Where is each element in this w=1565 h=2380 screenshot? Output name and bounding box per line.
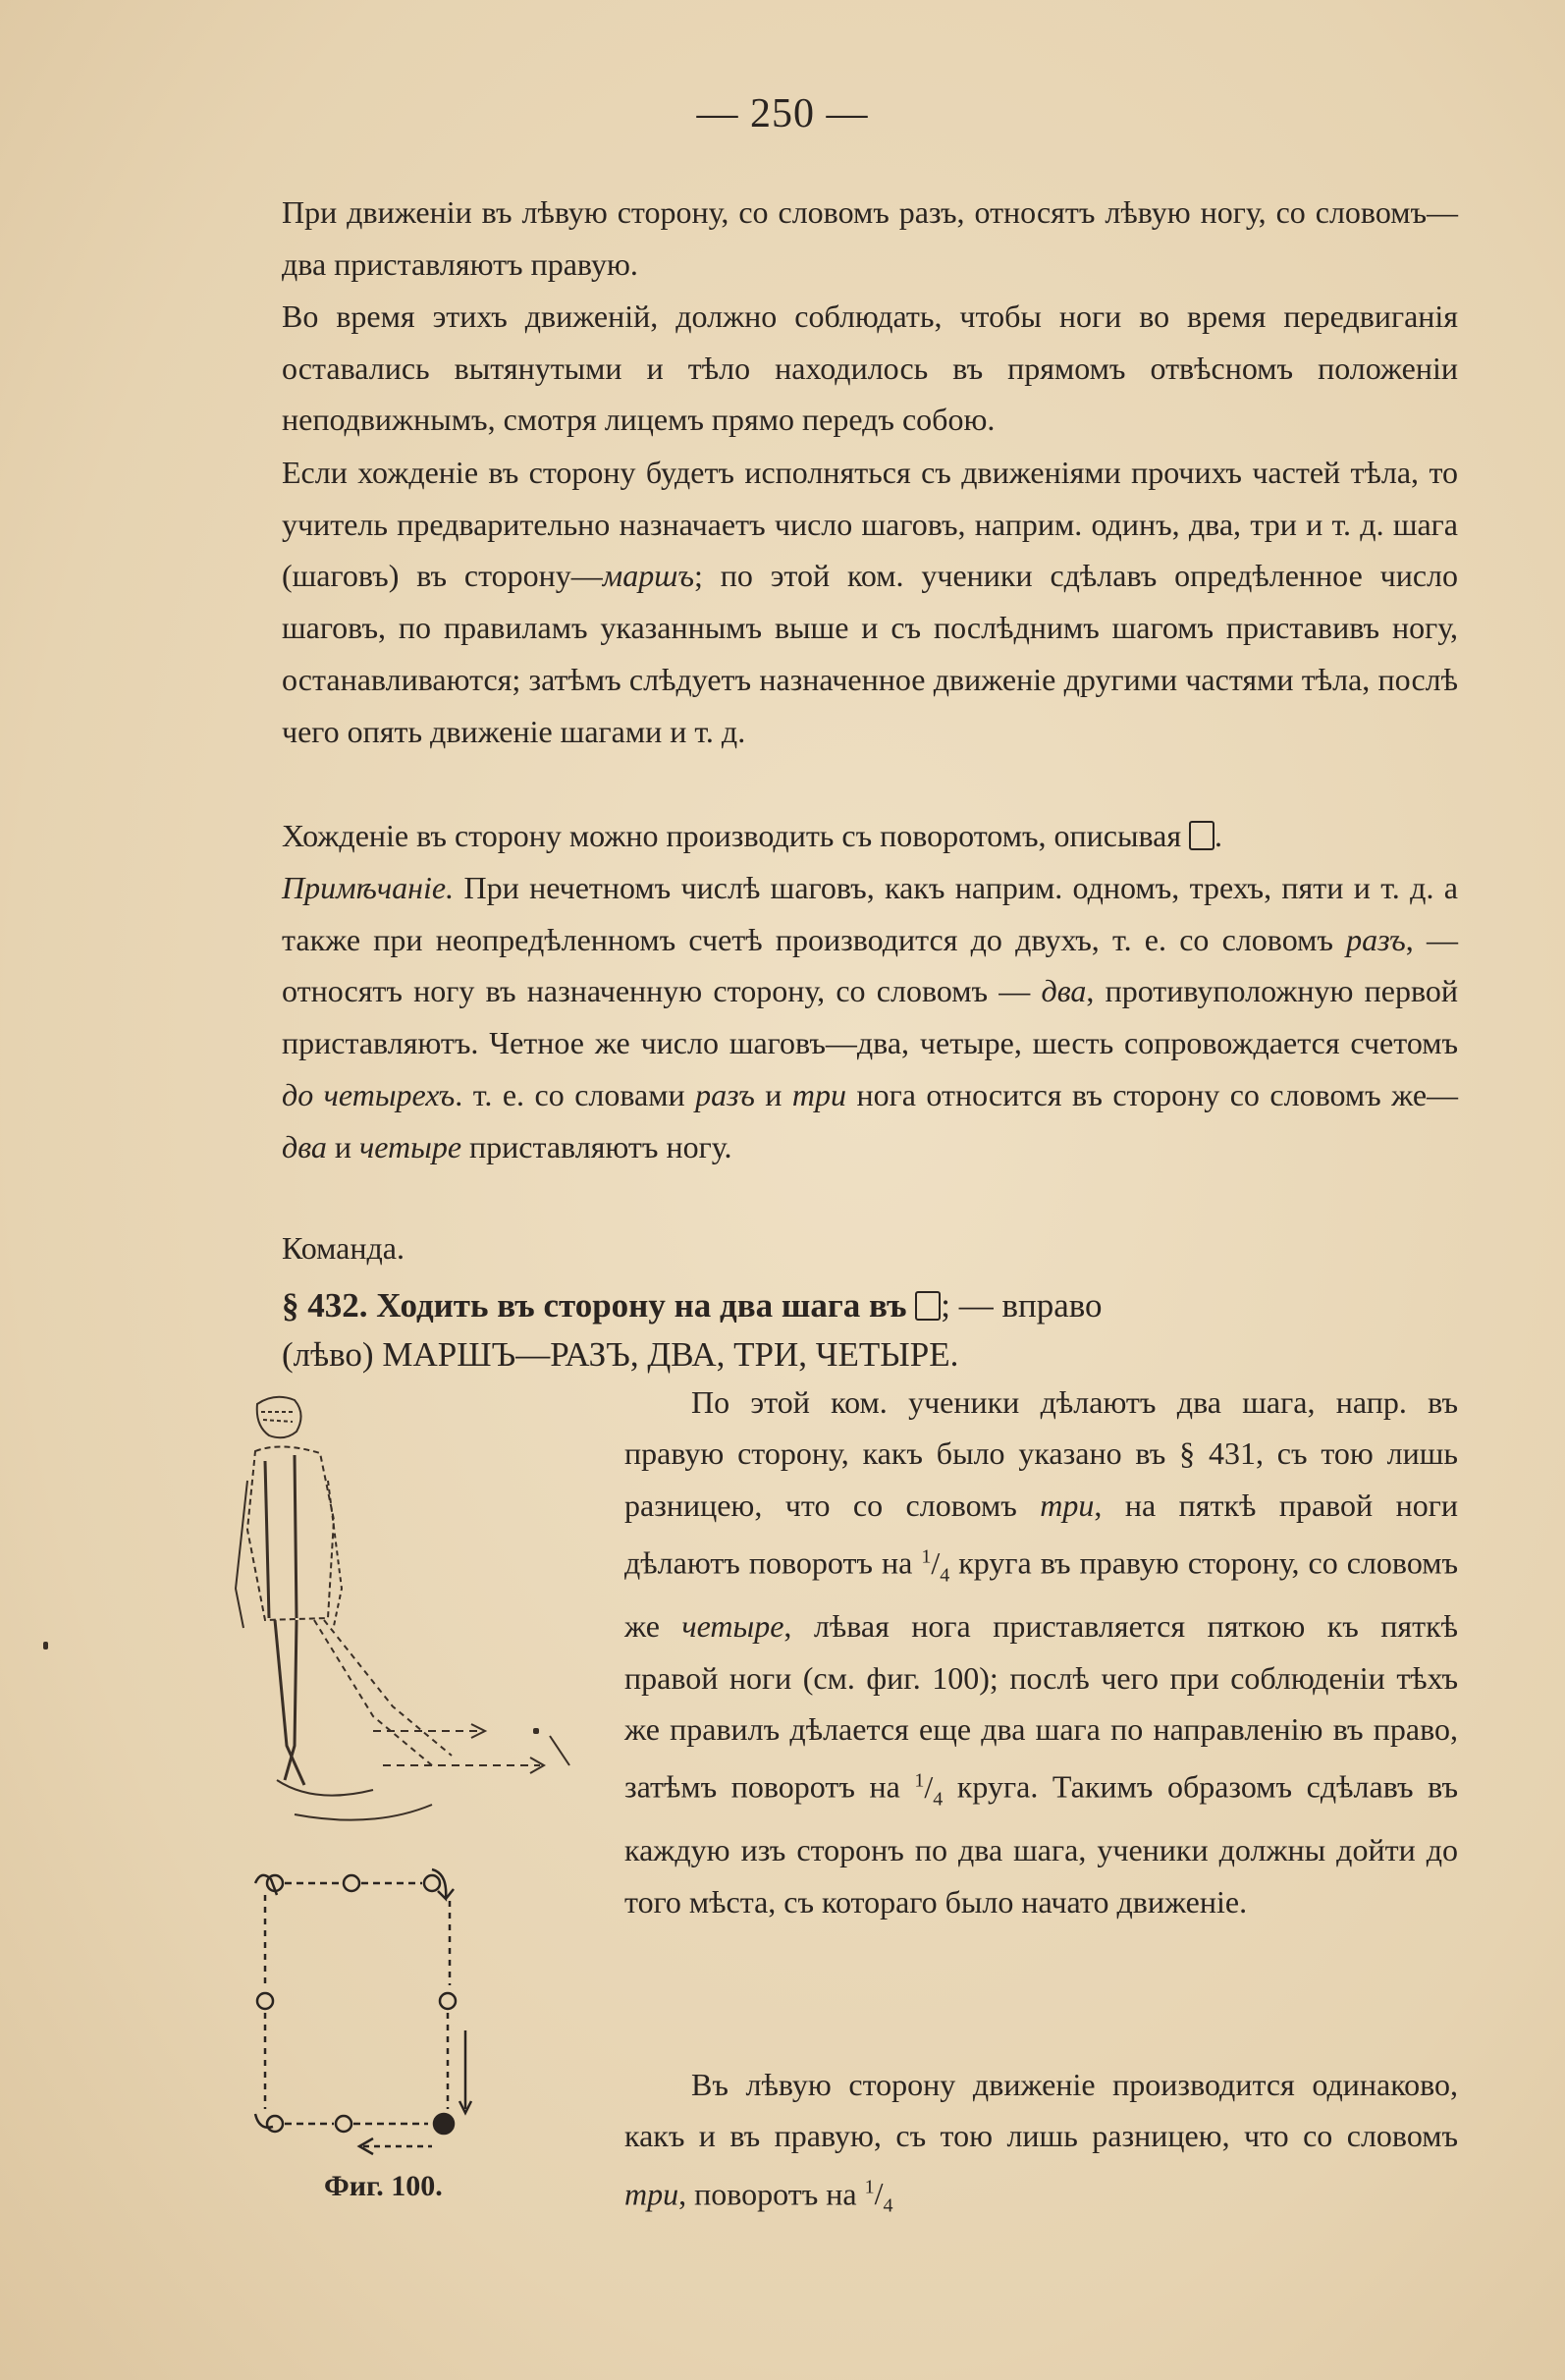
note-label: Примѣчаніе. [282, 870, 455, 905]
standing-figure-drawing [236, 1397, 569, 1820]
paragraph-4: Хожденіе въ сторону можно производить съ поворотомъ, описывая . [282, 818, 1223, 853]
section-command: (лѣво) МАРШЪ—РАЗЪ, ДВА, ТРИ, ЧЕТЫРЕ. [282, 1335, 959, 1374]
ink-speck [43, 1642, 48, 1650]
figure-100-illustration [226, 1392, 599, 2168]
fraction-quarter: $^1/_4$ [864, 2176, 893, 2217]
italic-marsh: маршъ [602, 558, 694, 594]
square-symbol [1189, 821, 1214, 850]
figure-caption: Фиг. 100. [324, 2170, 443, 2202]
page-number: — 250 — [696, 91, 869, 136]
paragraph-3: Если хожденіе въ сторону будетъ исполняться съ движеніями прочихъ частей тѣла, то учитель предварительно назначаетъ число шаговъ, наприм. одинъ, два, три и т. д. шага (шаговъ) въ сторону—маршъ; по этой ком. ученики сдѣлавъ опредѣленное число шаговъ, по правиламъ указаннымъ выше и съ послѣднимъ шагомъ приставивъ ногу, останавливаются; затѣмъ слѣдуетъ назначенное движеніе другими частями тѣла, послѣ чего опять движеніе шагами и т. д. [282, 455, 1459, 749]
step-path-diagram [255, 1869, 471, 2154]
section-heading: § 432. Ходить въ сторону на два шага въ ; — вправо [282, 1286, 1103, 1325]
right-paragraph-1: По этой ком. ученики дѣлаютъ два шага, напр. въ правую сторону, какъ было указано въ § 431, съ тою лишь разницею, что со словомъ три, на пяткѣ правой ноги дѣлаютъ поворотъ на $^1/_4$ круга въ правую сторону, со словомъ же четыре, лѣвая нога приставляется пяткою къ пяткѣ правой ноги (см. фиг. 100); послѣ чего при соблюденіи тѣхъ же правилъ дѣлается еще два шага по направленію въ право, затѣмъ поворотъ на $^1/_4$ круга. Такимъ образомъ сдѣлавъ въ каждую изъ сторонъ по два шага, ученики должны дойти до того мѣста, съ котораго было начато движеніе. [624, 1384, 1459, 1920]
fraction-quarter: $^1/_4$ [914, 1768, 944, 1811]
square-symbol [915, 1291, 941, 1321]
command-label: Команда. [282, 1230, 405, 1266]
fraction-quarter: $^1/_4$ [921, 1544, 950, 1586]
right-paragraph-2: Въ лѣвую сторону движеніе производится одинаково, какъ и въ правую, съ тою лишь разницею, что со словомъ три, поворотъ на $^1/_4$ [624, 2067, 1458, 2217]
ink-speck [533, 1728, 539, 1734]
paragraph-2: Во время этихъ движеній, должно соблюдать, чтобы ноги во время передвиганія оставались вытянутыми и тѣло находилось въ прямомъ отвѣсномъ положеніи неподвижнымъ, смотря лицемъ прямо передъ собою. [282, 298, 1458, 438]
section-number: § 432. [282, 1286, 368, 1325]
note-paragraph: Примѣчаніе. При нечетномъ числѣ шаговъ, какъ наприм. одномъ, трехъ, пяти и т. д. а также при неопредѣленномъ счетѣ производится до двухъ, т. е. со словомъ разъ, — относятъ ногу въ назначенную сторону, со словомъ — два, противуположную первой приставляютъ. Четное же число шаговъ—два, четыре, шесть сопровождается счетомъ до четырехъ. т. е. со словами разъ и три нога относится въ сторону со словомъ же—два и четыре приставляютъ ногу. [282, 870, 1459, 1164]
paragraph-1: При движеніи въ лѣвую сторону, со словомъ разъ, относятъ лѣвую ногу, со словомъ—два приставляютъ правую. [282, 194, 1458, 282]
section-title: Ходить въ сторону на два шага въ [376, 1286, 907, 1325]
